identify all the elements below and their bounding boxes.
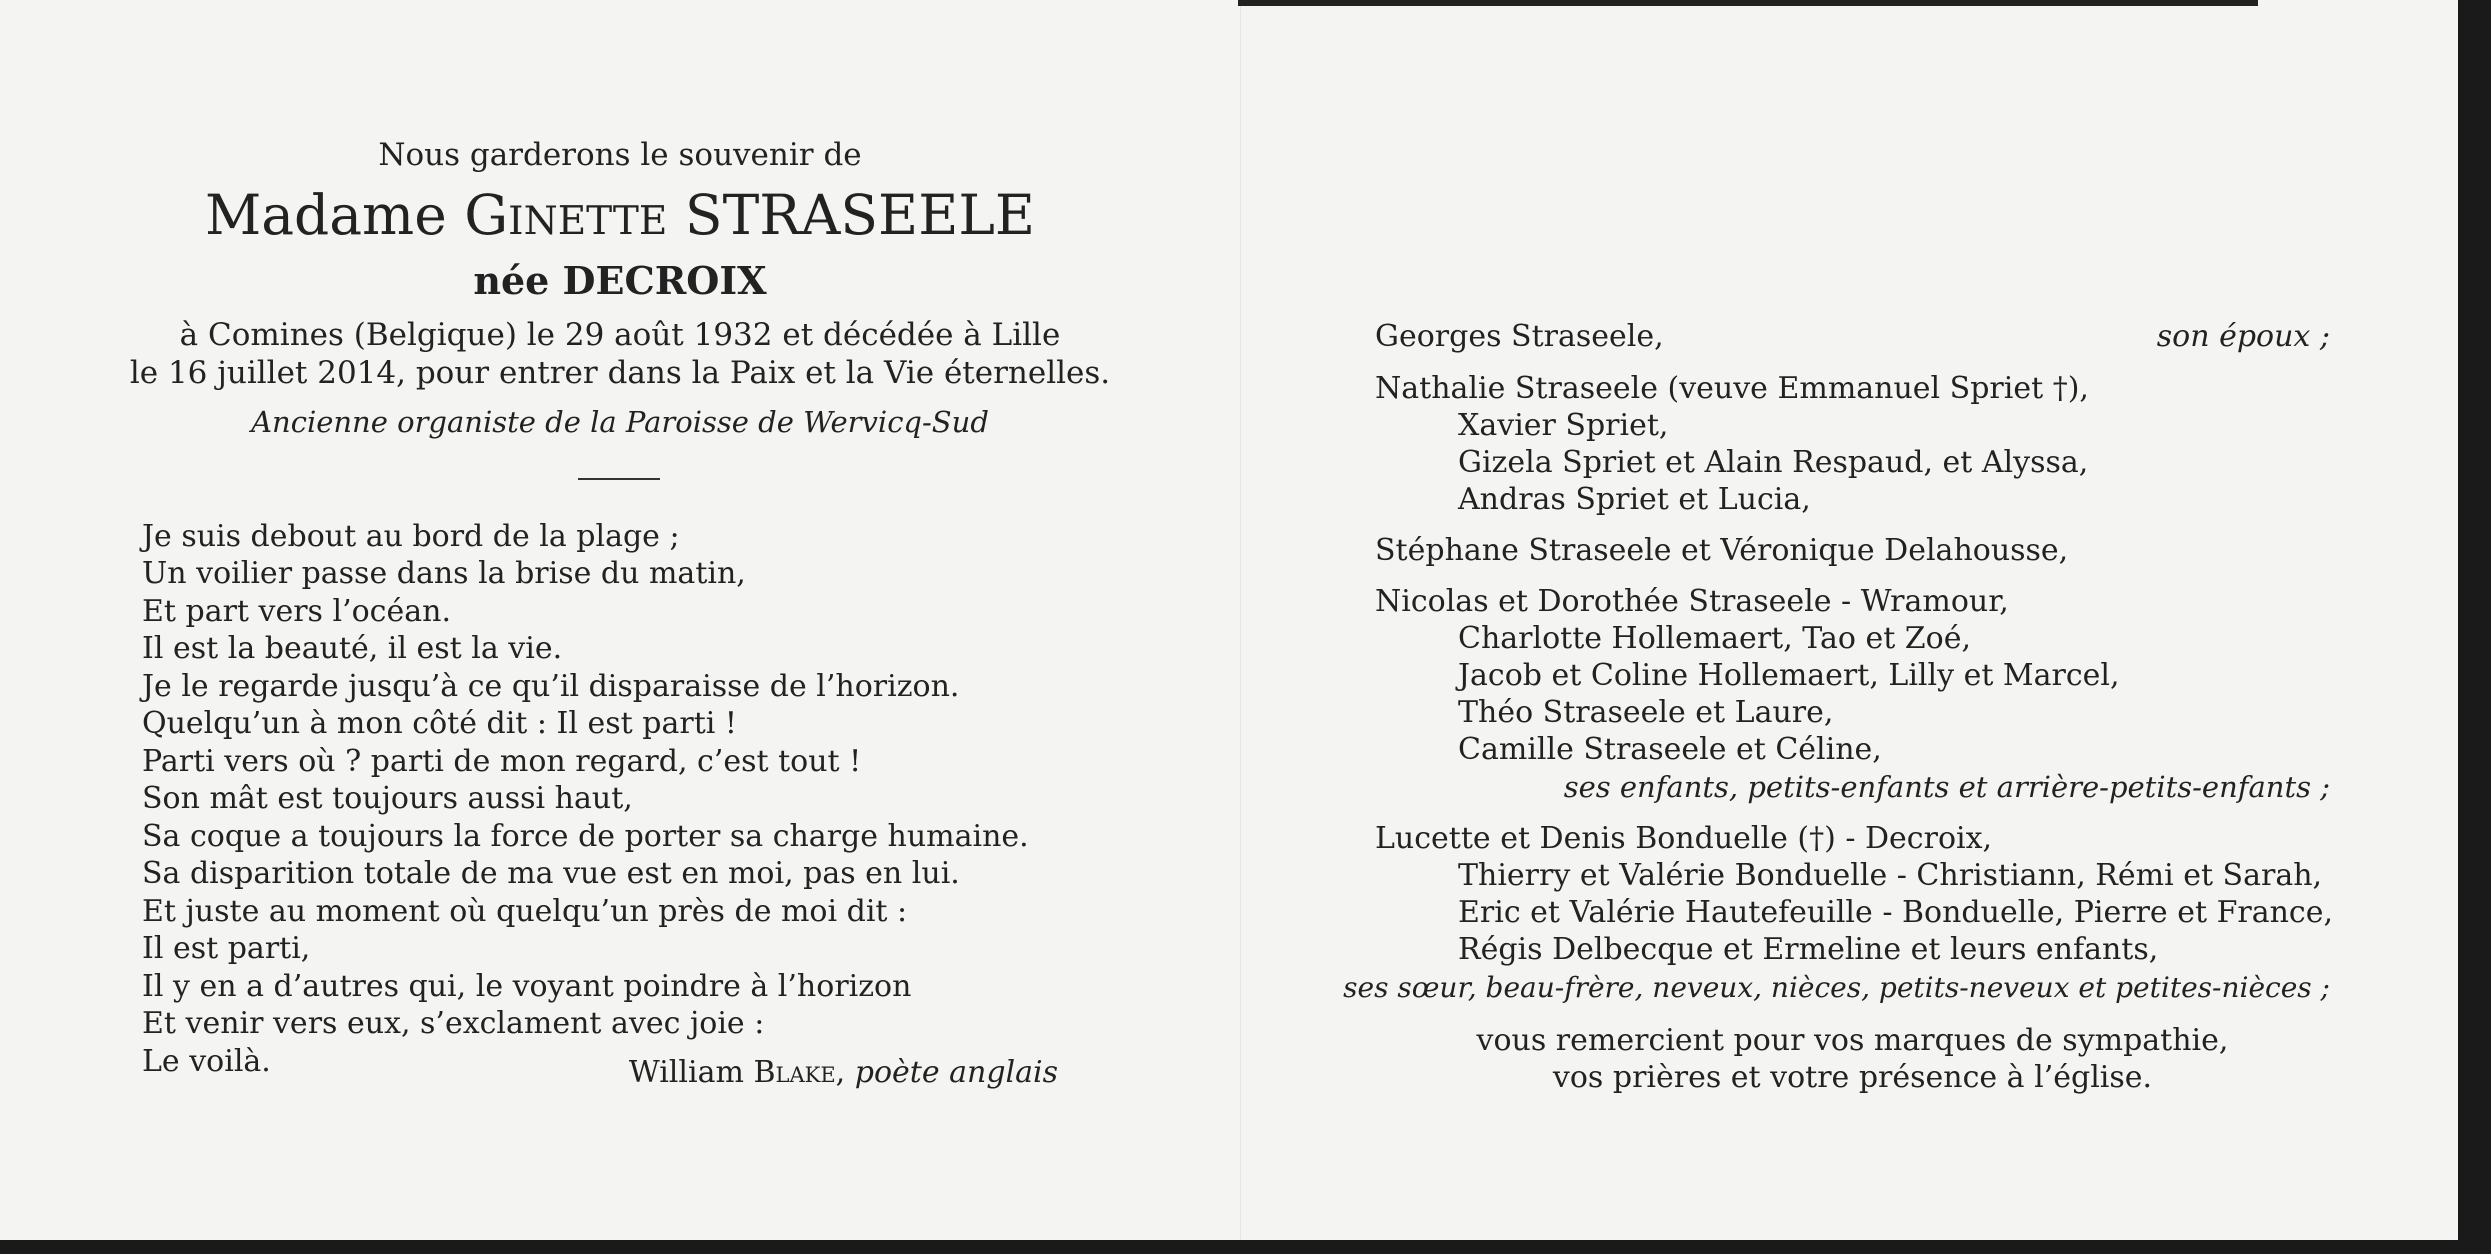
siblings-role: ses sœur, beau-frère, neveux, nièces, petits-neveux et petites-nièces ; — [1343, 971, 2330, 1004]
author-first: William — [628, 1055, 744, 1090]
birth-line: à Comines (Belgique) le 29 août 1932 et décédée à Lille — [179, 317, 1061, 353]
author-desc: poète anglais — [854, 1055, 1058, 1090]
poem-line: Un voilier passe dans la brise du matin, — [142, 556, 746, 591]
poem-line: Et venir vers eux, s’exclament avec joie : — [142, 1006, 765, 1041]
family-line: Nicolas et Dorothée Straseele - Wramour, — [1375, 584, 2009, 619]
intro-text: Nous garderons le souvenir de — [378, 137, 862, 173]
poem-line: Sa disparition totale de ma vue est en moi, pas en lui. — [142, 856, 960, 891]
name-first: Ginette — [464, 183, 668, 247]
separator-rule — [578, 478, 660, 480]
poem-line: Il est parti, — [142, 931, 311, 966]
name-last: STRASEELE — [684, 183, 1036, 247]
family-line: Camille Straseele et Céline, — [1458, 732, 1882, 767]
poem-line: Quelqu’un à mon côté dit : Il est parti ! — [142, 706, 737, 741]
family-line: Théo Straseele et Laure, — [1458, 695, 1834, 730]
family-line: Lucette et Denis Bonduelle (†) - Decroix, — [1375, 821, 1993, 856]
family-line: Andras Spriet et Lucia, — [1458, 482, 1811, 517]
poem-line: Et part vers l’océan. — [142, 594, 451, 629]
poem-line: Je le regarde jusqu’à ce qu’il disparaisse de l’horizon. — [142, 669, 960, 704]
deceased-name — [100, 183, 1140, 247]
death-line: le 16 juillet 2014, pour entrer dans la Paix et la Vie éternelles. — [129, 355, 1111, 391]
poem-line: Je suis debout au bord de la plage ; — [142, 519, 680, 554]
family-line: Nathalie Straseele (veuve Emmanuel Spriet †), — [1375, 371, 2089, 406]
family-line: Charlotte Hollemaert, Tao et Zoé, — [1458, 621, 1971, 656]
thanks-line: vos prières et votre présence à l’église. — [1552, 1060, 2153, 1095]
author-last: Blake, — [753, 1055, 846, 1090]
poem-line: Parti vers où ? parti de mon regard, c’est tout ! — [142, 744, 862, 779]
family-line: Jacob et Coline Hollemaert, Lilly et Marcel, — [1458, 658, 2120, 693]
name-title: Madame — [204, 183, 447, 247]
family-line: Xavier Spriet, — [1458, 408, 1669, 443]
poem-line: Le voilà. — [142, 1044, 271, 1079]
role-line: Ancienne organiste de la Paroisse de Wervicq-Sud — [251, 405, 989, 439]
family-line: Eric et Valérie Hautefeuille - Bonduelle, Pierre et France, — [1458, 895, 2334, 930]
poem-line: Il est la beauté, il est la vie. — [142, 631, 563, 666]
top-edge-mark — [1238, 0, 2258, 6]
family-line: Gizela Spriet et Alain Respaud, et Alyssa, — [1458, 445, 2089, 480]
family-line: Régis Delbecque et Ermeline et leurs enfants, — [1458, 932, 2159, 967]
poem-line: Et juste au moment où quelqu’un près de moi dit : — [142, 894, 908, 929]
maiden-name: née DECROIX — [473, 258, 767, 303]
spouse-name: Georges Straseele, — [1375, 319, 1664, 354]
thanks-line: vous remercient pour vos marques de sympathie, — [1476, 1023, 2229, 1058]
spouse-role: son époux ; — [2156, 319, 2330, 354]
family-line: Thierry et Valérie Bonduelle - Christiann, Rémi et Sarah, — [1458, 858, 2323, 893]
family-line: Stéphane Straseele et Véronique Delahousse, — [1375, 533, 2069, 568]
poem-line: Il y en a d’autres qui, le voyant poindre à l’horizon — [142, 969, 912, 1004]
children-role: ses enfants, petits-enfants et arrière-petits-enfants ; — [1563, 770, 2330, 804]
fold-line — [1240, 6, 1241, 1240]
poem-author — [628, 1055, 1058, 1090]
poem-line: Son mât est toujours aussi haut, — [142, 781, 633, 816]
poem-line: Sa coque a toujours la force de porter sa charge humaine. — [142, 819, 1029, 854]
